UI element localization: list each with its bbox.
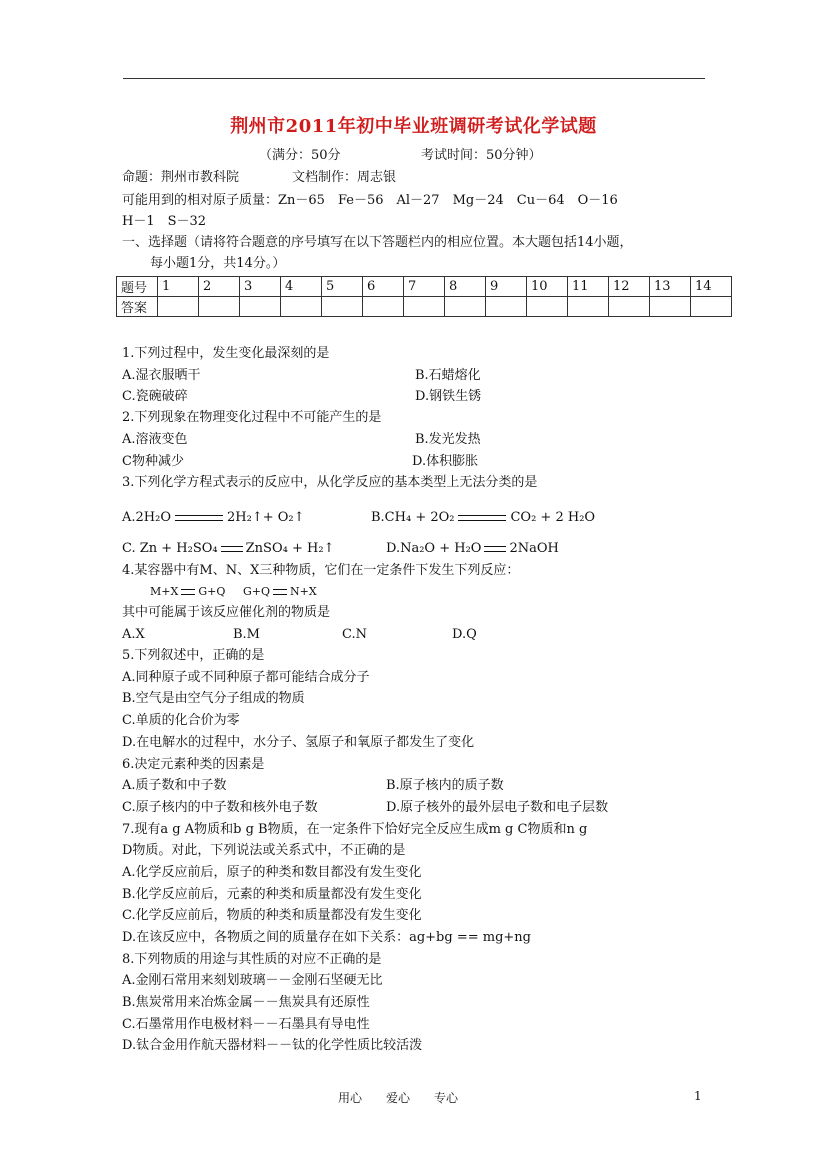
question-5-option-c: C.单质的化合价为零 bbox=[122, 713, 240, 728]
full-score: （满分：50分 bbox=[259, 148, 341, 163]
question-3-option-b bbox=[371, 510, 595, 526]
question-2-option-c: C物种减少 bbox=[122, 454, 184, 469]
answer-cell[interactable] bbox=[486, 297, 527, 317]
question-4-option-b: B.M bbox=[233, 627, 260, 642]
answer-table bbox=[116, 276, 732, 317]
question-7-stem: 7.现有a g A物质和b g B物质，在一定条件下恰好完全反应生成m g C物质和n g bbox=[122, 822, 588, 837]
question-4-reaction-2 bbox=[243, 584, 317, 600]
answer-cell[interactable] bbox=[527, 297, 568, 317]
equation-sign bbox=[273, 589, 287, 595]
answer-cell[interactable] bbox=[322, 297, 363, 317]
footer-slogan: 用心 爱心 专心 bbox=[338, 1091, 459, 1105]
producer: 文档制作：周志银 bbox=[292, 170, 397, 185]
question-4-option-c: C.N bbox=[342, 627, 367, 642]
answer-cell[interactable] bbox=[281, 297, 322, 317]
question-8-stem: 8.下列物质的用途与其性质的对应不正确的是 bbox=[122, 952, 382, 967]
question-7-option-b: B.化学反应前后，元素的种类和质量都没有发生变化 bbox=[122, 887, 422, 902]
reaction-products: G+Q bbox=[198, 585, 226, 598]
atomic-masses-line-2: H－1 S－32 bbox=[122, 214, 207, 229]
reaction-products: N+X bbox=[290, 585, 317, 598]
equation-products: 2H₂↑+ O₂↑ bbox=[227, 510, 305, 525]
exam-time: 考试时间：50分钟） bbox=[421, 148, 542, 163]
question-1-option-b: B.石蜡熔化 bbox=[415, 368, 481, 383]
table-cell: 1 bbox=[158, 277, 199, 297]
equation-reactants: B.CH₄ + 2O₂ bbox=[371, 510, 455, 525]
question-4-option-a: A.X bbox=[122, 627, 145, 642]
question-7-option-a: A.化学反应前后，原子的种类和数目都没有发生变化 bbox=[122, 865, 422, 880]
equation-products: ZnSO₄ + H₂↑ bbox=[245, 541, 335, 556]
question-6-option-c: C.原子核内的中子数和核外电子数 bbox=[122, 800, 318, 815]
question-4-reaction-1 bbox=[150, 584, 225, 600]
question-1-option-d: D.钢铁生锈 bbox=[415, 389, 482, 404]
question-3-option-a bbox=[122, 510, 305, 526]
table-cell: 8 bbox=[445, 277, 486, 297]
equation-sign bbox=[221, 546, 243, 552]
answer-cell[interactable] bbox=[404, 297, 445, 317]
atomic-masses-line-1: 可能用到的相对原子质量：Zn－65 Fe－56 Al－27 Mg－24 Cu－64 O－16 bbox=[122, 193, 618, 208]
reaction-reactants: M+X bbox=[150, 585, 179, 598]
answer-cell[interactable] bbox=[199, 297, 240, 317]
author: 命题：荆州市教科院 bbox=[122, 170, 240, 185]
reaction-reactants: G+Q bbox=[243, 585, 271, 598]
answer-cell[interactable] bbox=[363, 297, 404, 317]
answer-cell[interactable] bbox=[609, 297, 650, 317]
question-6-option-b: B.原子核内的质子数 bbox=[386, 778, 504, 793]
equation-reactants: C. Zn + H₂SO₄ bbox=[122, 541, 218, 556]
row-label: 答案 bbox=[117, 297, 158, 317]
question-8-option-d: D.钛合金用作航天器材料－－钛的化学性质比较活泼 bbox=[122, 1038, 423, 1053]
question-5-option-d: D.在电解水的过程中，水分子、氢原子和氧原子都发生了变化 bbox=[122, 735, 475, 750]
table-cell: 5 bbox=[322, 277, 363, 297]
question-6-option-a: A.质子数和中子数 bbox=[122, 778, 227, 793]
question-8-option-b: B.焦炭常用来冶炼金属－－焦炭具有还原性 bbox=[122, 995, 370, 1010]
question-5-option-b: B.空气是由空气分子组成的物质 bbox=[122, 691, 305, 706]
table-cell: 13 bbox=[650, 277, 691, 297]
question-5-stem: 5.下列叙述中，正确的是 bbox=[122, 648, 265, 663]
question-8-option-a: A.金刚石常用来刻划玻璃－－金刚石坚硬无比 bbox=[122, 973, 383, 988]
table-cell: 12 bbox=[609, 277, 650, 297]
table-cell: 14 bbox=[691, 277, 732, 297]
equation-sign bbox=[181, 589, 195, 595]
question-1-option-c: C.瓷碗破碎 bbox=[122, 389, 188, 404]
question-2-option-d: D.体积膨胀 bbox=[412, 454, 479, 469]
page-number: 1 bbox=[694, 1089, 702, 1103]
table-cell: 7 bbox=[404, 277, 445, 297]
row-label: 题号 bbox=[117, 277, 158, 297]
answer-cell[interactable] bbox=[691, 297, 732, 317]
equation-reactants: D.Na₂O + H₂O bbox=[386, 541, 482, 556]
question-8-option-c: C.石墨常用作电极材料－－石墨具有导电性 bbox=[122, 1017, 370, 1032]
question-3-stem: 3.下列化学方程式表示的反应中，从化学反应的基本类型上无法分类的是 bbox=[122, 475, 538, 490]
table-cell: 11 bbox=[568, 277, 609, 297]
equation-products: CO₂ + 2 H₂O bbox=[510, 510, 596, 525]
answer-cell[interactable] bbox=[568, 297, 609, 317]
question-3-option-c bbox=[122, 541, 334, 557]
answer-table-row-answers bbox=[117, 297, 732, 317]
answer-cell[interactable] bbox=[445, 297, 486, 317]
document-title: 荆州市2011年初中毕业班调研考试化学试题 bbox=[230, 116, 597, 137]
question-1-option-a: A.湿衣服晒干 bbox=[122, 368, 201, 383]
table-cell: 3 bbox=[240, 277, 281, 297]
equation-products: 2NaOH bbox=[509, 541, 559, 556]
table-cell: 6 bbox=[363, 277, 404, 297]
question-2-option-a: A.溶液变色 bbox=[122, 432, 188, 447]
answer-cell[interactable] bbox=[650, 297, 691, 317]
question-3-option-d bbox=[386, 541, 559, 557]
question-5-option-a: A.同种原子或不同种原子都可能结合成分子 bbox=[122, 670, 370, 685]
equation-sign bbox=[458, 515, 506, 521]
table-cell: 9 bbox=[486, 277, 527, 297]
equation-sign bbox=[175, 515, 223, 521]
table-cell: 10 bbox=[527, 277, 568, 297]
answer-table-row-numbers bbox=[117, 277, 732, 297]
question-4-option-d: D.Q bbox=[452, 627, 477, 642]
question-7-option-c: C.化学反应前后，物质的种类和质量都没有发生变化 bbox=[122, 908, 422, 923]
section-heading-cont: 每小题1分，共14分。） bbox=[150, 256, 286, 271]
question-2-stem: 2.下列现象在物理变化过程中不可能产生的是 bbox=[122, 410, 382, 425]
equation-reactants: A.2H₂O bbox=[122, 510, 171, 525]
table-cell: 4 bbox=[281, 277, 322, 297]
question-1-stem: 1.下列过程中，发生变化最深刻的是 bbox=[122, 346, 330, 361]
question-4-stem: 4.某容器中有M、N、X三种物质，它们在一定条件下发生下列反应： bbox=[122, 563, 520, 578]
answer-cell[interactable] bbox=[240, 297, 281, 317]
question-7-option-d: D.在该反应中，各物质之间的质量存在如下关系：ag+bg == mg+ng bbox=[122, 930, 531, 945]
question-2-option-b: B.发光发热 bbox=[415, 432, 481, 447]
question-7-stem-2: D物质。对此，下列说法或关系式中，不正确的是 bbox=[122, 843, 406, 858]
question-6-stem: 6.决定元素种类的因素是 bbox=[122, 757, 265, 772]
table-cell: 2 bbox=[199, 277, 240, 297]
answer-cell[interactable] bbox=[158, 297, 199, 317]
header-rule bbox=[123, 78, 705, 79]
equation-sign bbox=[484, 546, 506, 552]
question-6-option-d: D.原子核外的最外层电子数和电子层数 bbox=[386, 800, 609, 815]
section-heading: 一、选择题（请将符合题意的序号填写在以下答题栏内的相应位置。本大题包括14小题， bbox=[122, 235, 633, 250]
question-4-stem-2: 其中可能属于该反应催化剂的物质是 bbox=[122, 605, 331, 620]
